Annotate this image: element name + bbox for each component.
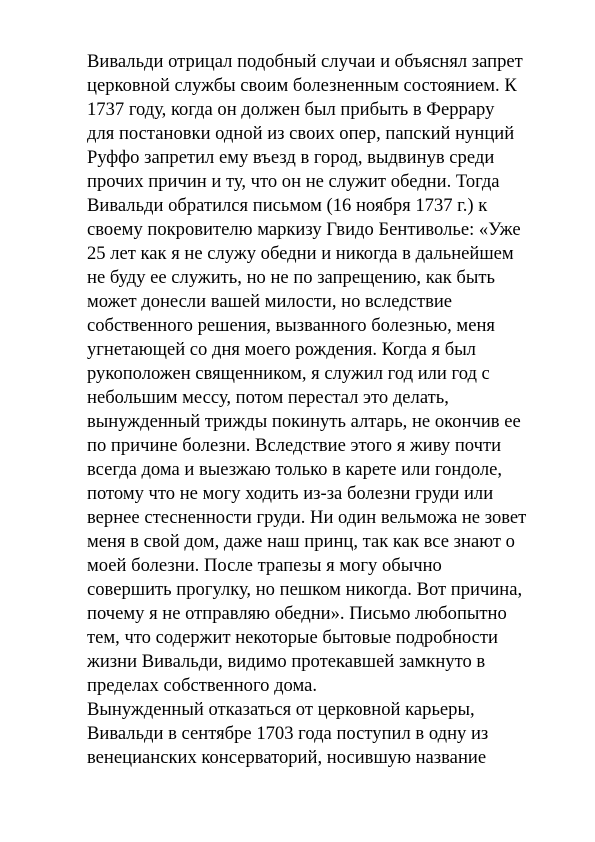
body-text [87,50,547,770]
text-line: своему покровителю маркизу Гвидо Бентиволье: «Уже [87,219,521,240]
text-line: не буду ее служить, но не по запрещению, как быть [87,267,495,288]
text-line: почему я не отправляю обедни». Письмо любопытно [87,603,507,624]
text-line: вернее стесненности груди. Ни один вельможа не зовет [87,507,527,528]
text-line: жизни Вивальди, видимо протекавшей замкнуто в [87,651,486,672]
text-line: тем, что содержит некоторые бытовые подробности [87,627,498,648]
text-line: Вивальди отрицал подобный случаи и объяснял запрет [87,51,523,72]
text-line: церковной службы своим болезненным состоянием. К [87,75,517,96]
text-line: вынужденный трижды покинуть алтарь, не окончив ее [87,411,521,432]
text-line: 25 лет как я не служу обедни и никогда в дальнейшем [87,243,514,264]
text-line: 1737 году, когда он должен был прибыть в Феррару [87,99,495,120]
text-line: прочих причин и ту, что он не служит обедни. Тогда [87,171,500,192]
text-line: Вивальди в сентябре 1703 года поступил в одну из [87,723,489,744]
text-line: меня в свой дом, даже наш принц, так как все знают о [87,531,515,552]
text-line: пределах собственного дома. [87,675,318,696]
text-line: потому что не могу ходить из-за болезни груди или [87,483,494,504]
text-line: для постановки одной из своих опер, папский нунций [87,123,515,144]
text-line: угнетающей со дня моего рождения. Когда я был [87,339,476,360]
text-line: рукоположен священником, я служил год или год с [87,363,490,384]
text-line: венецианских консерваторий, носившую название [87,747,487,768]
text-line: Вивальди обратился письмом (16 ноября 1737 г.) к [87,195,488,216]
text-line: по причине болезни. Вследствие этого я живу почти [87,435,502,456]
text-line: Вынужденный отказаться от церковной карьеры, [87,699,475,720]
text-line: небольшим мессу, потом перестал это делать, [87,387,449,408]
text-line: совершить прогулку, но пешком никогда. Вот причина, [87,579,523,600]
text-line: может донесли вашей милости, но вследствие [87,291,453,312]
text-line: Руффо запретил ему въезд в город, выдвинув среди [87,147,495,168]
text-line: собственного решения, вызванного болезнью, меня [87,315,495,336]
text-line: моей болезни. После трапезы я могу обычно [87,555,442,576]
text-line: всегда дома и выезжаю только в карете или гондоле, [87,459,503,480]
